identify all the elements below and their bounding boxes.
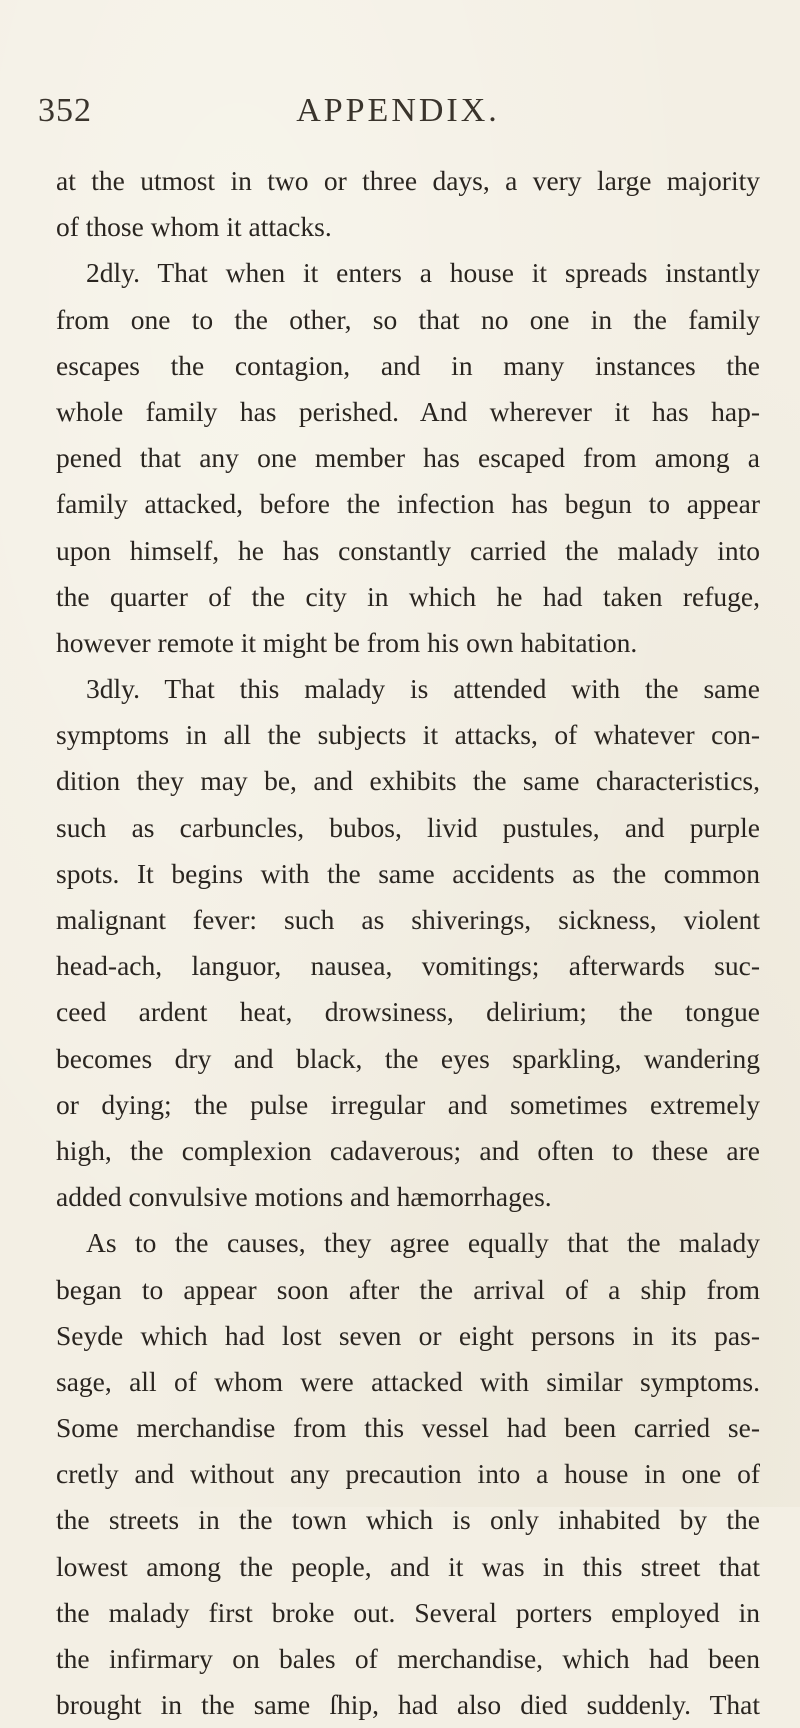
text-line: head-ach, languor, nausea, vomitings; afterwards suc- [56, 950, 760, 982]
page-number: 352 [38, 92, 92, 129]
text-line: becomes dry and black, the eyes sparkling, wandering [56, 1042, 760, 1074]
text-line: the streets in the town which is only inhabited by the [56, 1504, 760, 1536]
text-line: escapes the contagion, and in many instances the [56, 349, 760, 381]
text-line: from one to the other, so that no one in the family [56, 303, 760, 335]
text-line: As to the causes, they agree equally that the malady [86, 1227, 760, 1259]
text-line: upon himself, he has constantly carried the malady into [56, 534, 760, 566]
text-line: the infirmary on bales of merchandise, which had been [56, 1643, 760, 1674]
body-text [56, 158, 760, 1728]
text-line: high, the complexion cadaverous; and often to these are [56, 1134, 760, 1166]
text-line: pened that any one member has escaped from among a [56, 442, 760, 474]
text-line: lowest among the people, and it was in this street that [56, 1550, 760, 1582]
text-line: brought in the same ſhip, had also died suddenly. That [56, 1689, 760, 1721]
text-line: Seyde which had lost seven or eight persons in its pas- [56, 1319, 760, 1351]
text-line: sage, all of whom were attacked with similar symptoms. [56, 1365, 760, 1397]
text-line: family attacked, before the infection has begun to appear [56, 488, 760, 520]
text-line: ceed ardent heat, drowsiness, delirium; the tongue [56, 996, 760, 1028]
text-line: however remote it might be from his own habitation. [56, 626, 638, 658]
text-line: or dying; the pulse irregular and sometimes extremely [56, 1088, 760, 1120]
running-head [38, 92, 758, 136]
text-line: at the utmost in two or three days, a very large majority [56, 165, 760, 196]
text-line: the quarter of the city in which he had taken refuge, [56, 580, 760, 612]
text-line: of those whom it attacks. [56, 211, 332, 243]
text-line: 3dly. That this malady is attended with the same [86, 673, 760, 705]
text-line: spots. It begins with the same accidents as the common [56, 857, 760, 889]
text-line: whole family has perished. And wherever it has hap- [56, 395, 760, 427]
text-line: cretly and without any precaution into a house in one of [56, 1458, 760, 1490]
text-line: 2dly. That when it enters a house it spreads instantly [86, 257, 760, 289]
text-line: the malady first broke out. Several porters employed in [56, 1596, 760, 1628]
text-line: symptoms in all the subjects it attacks, of whatever con- [56, 719, 760, 751]
text-line: began to appear soon after the arrival of a ship from [56, 1273, 760, 1305]
text-line: malignant fever: such as shiverings, sickness, violent [56, 904, 760, 935]
text-line: Some merchandise from this vessel had been carried se- [56, 1412, 760, 1444]
text-line: dition they may be, and exhibits the same characteristics, [56, 765, 760, 797]
text-line: such as carbuncles, bubos, livid pustules, and purple [56, 811, 760, 843]
text-line: added convulsive motions and hæmorrhages. [56, 1181, 552, 1213]
running-title: APPENDIX. [296, 92, 500, 129]
